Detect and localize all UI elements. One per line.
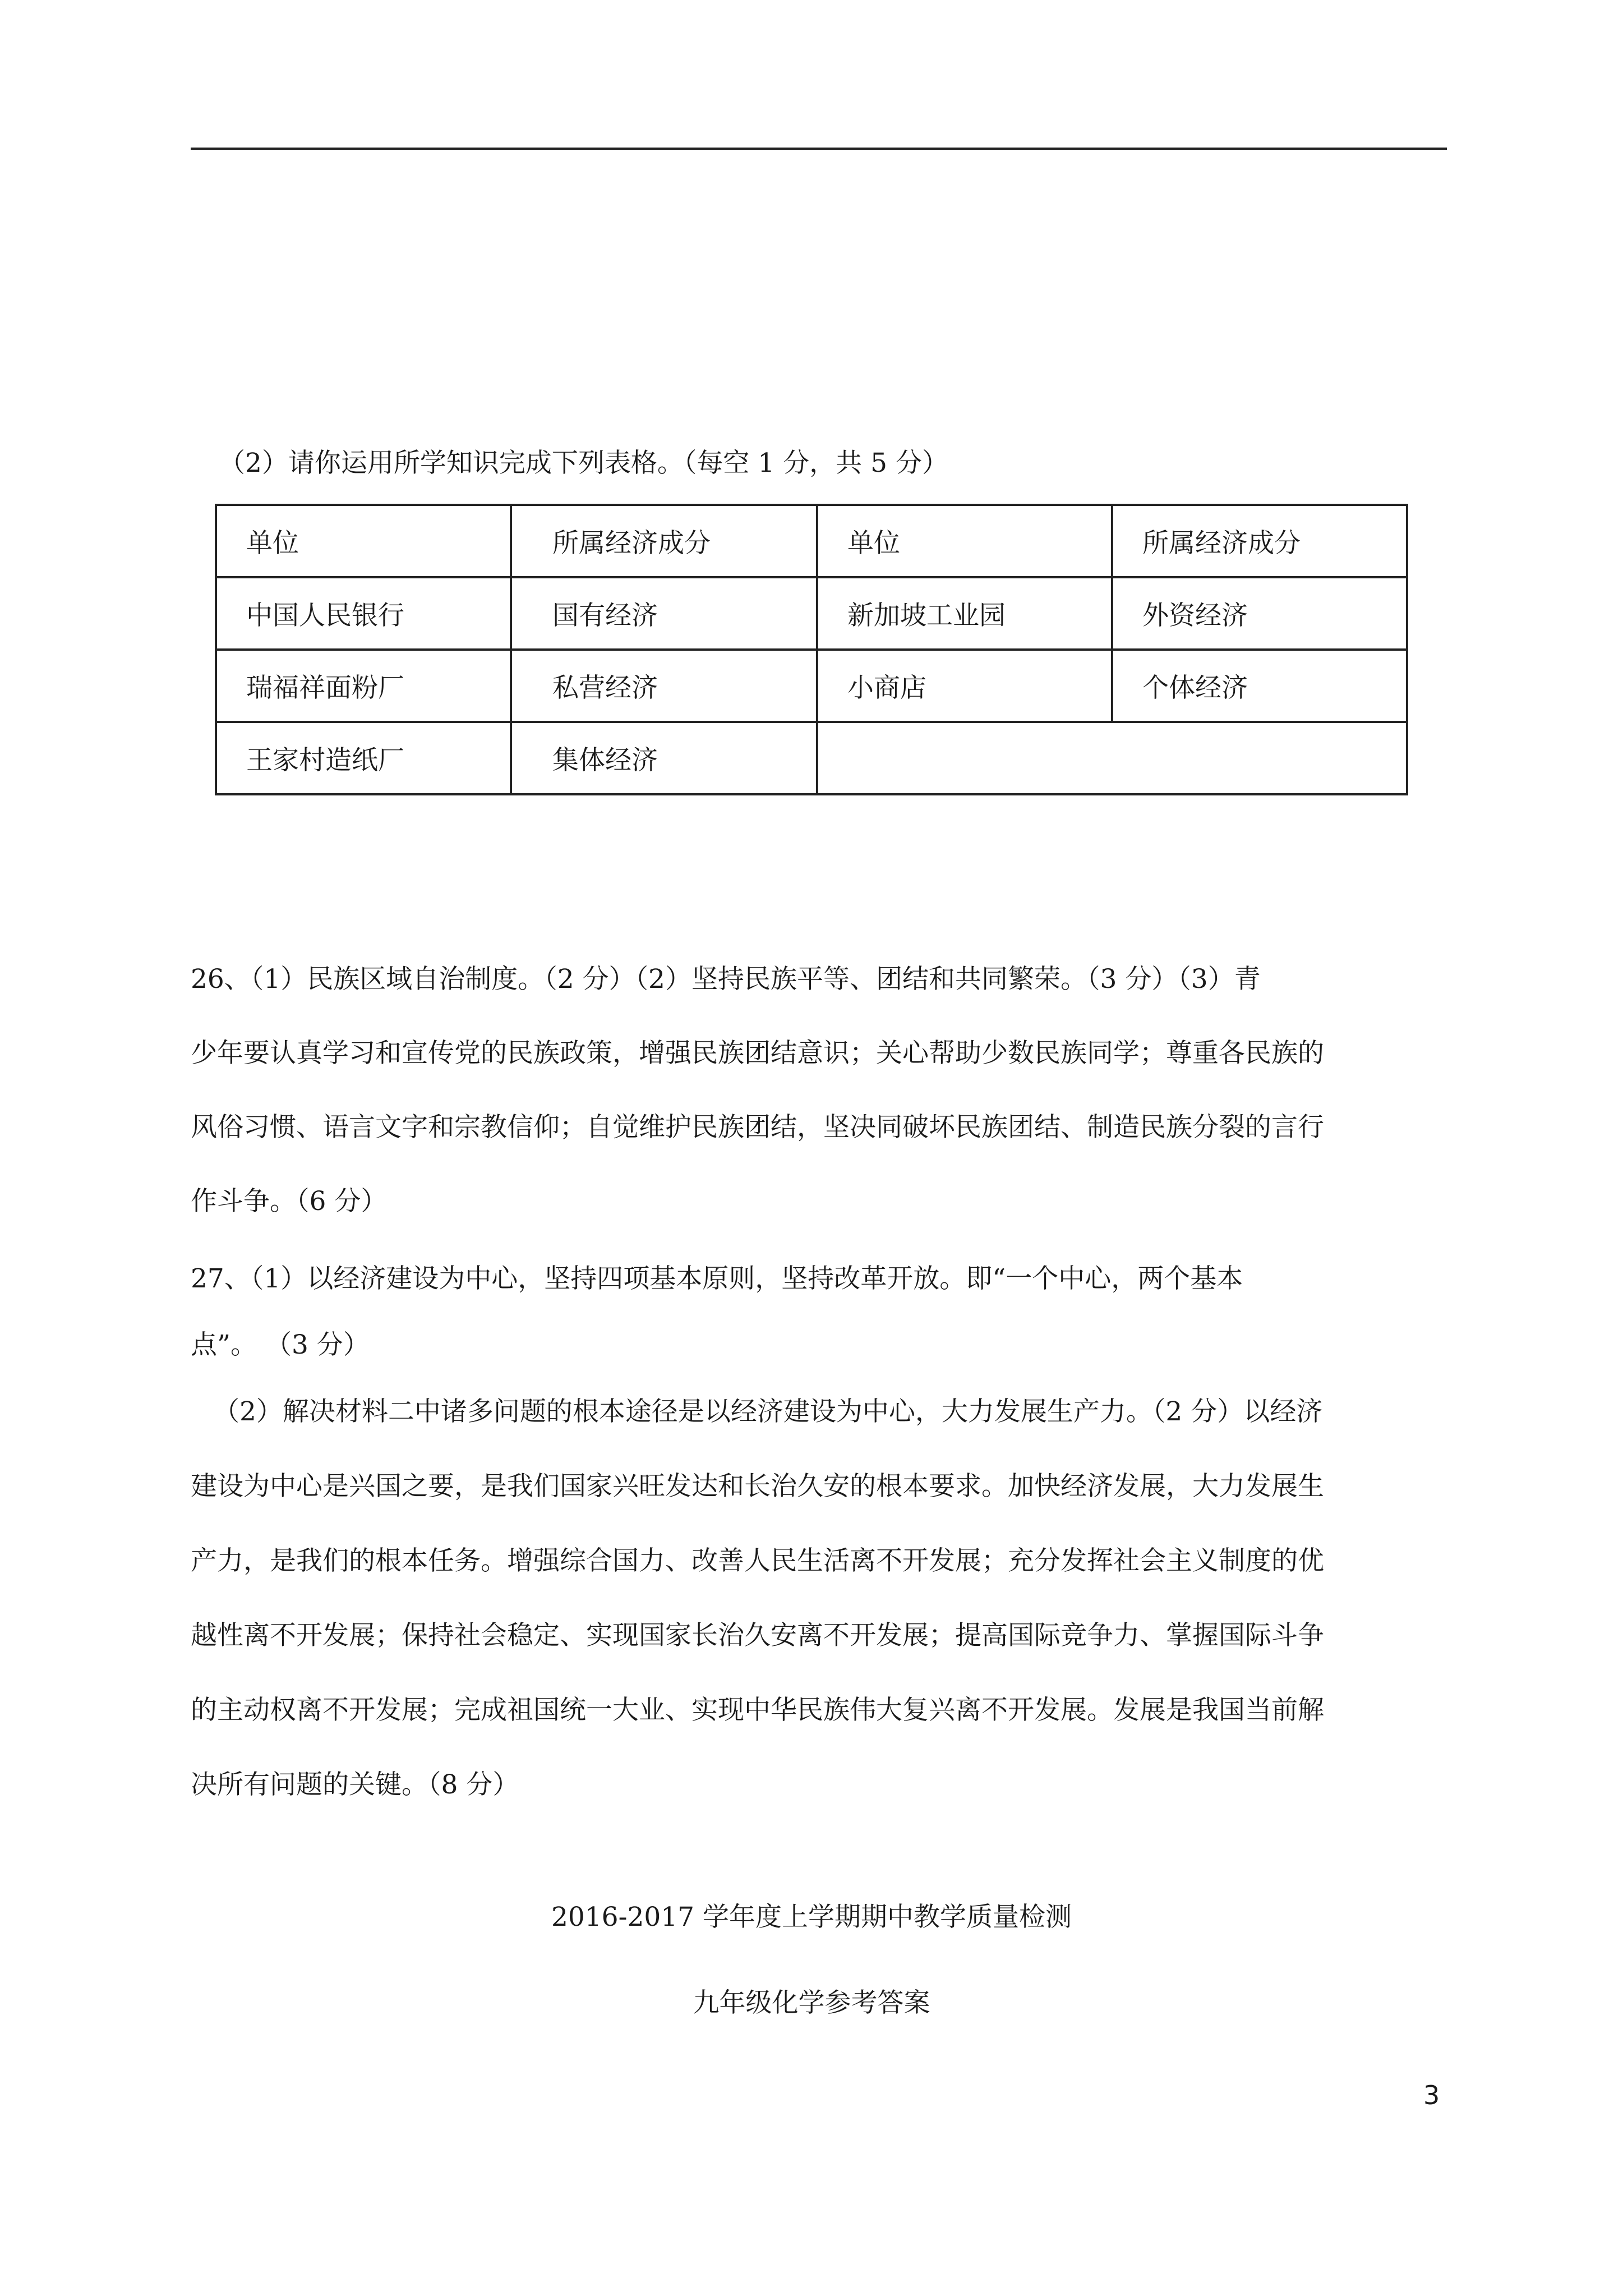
table-cell: 个体经济 bbox=[1112, 650, 1407, 722]
table-cell: 集体经济 bbox=[511, 722, 817, 794]
table-header-cell: 单位 bbox=[817, 505, 1112, 577]
table-cell: 瑞福祥面粉厂 bbox=[216, 650, 511, 722]
answer-27-part2 bbox=[191, 1374, 1447, 1822]
answer-26 bbox=[191, 942, 1447, 1239]
answer-line: 27、（1）以经济建设为中心，坚持四项基本原则，坚持改革开放。即“一个中心，两个基本 bbox=[191, 1263, 1243, 1294]
answer-line: 26、（1）民族区域自治制度。（2 分）（2）坚持民族平等、团结和共同繁荣。（3 分）（3）青 bbox=[191, 964, 1261, 995]
answer-line: 越性离不开发展；保持社会稳定、实现国家长治久安离不开发展；提高国际竞争力、掌握国际斗争 bbox=[191, 1620, 1324, 1651]
table-cell: 王家村造纸厂 bbox=[216, 722, 511, 794]
footer-title: 2016-2017 学年度上学期期中教学质量检测 bbox=[551, 1902, 1072, 1932]
table-header-cell: 单位 bbox=[216, 505, 511, 577]
table-row bbox=[216, 722, 1407, 794]
answer-line: 少年要认真学习和宣传党的民族政策，增强民族团结意识；关心帮助少数民族同学；尊重各民族的 bbox=[191, 1038, 1324, 1069]
answer-line: 风俗习惯、语言文字和宗教信仰；自觉维护民族团结，坚决同破坏民族团结、制造民族分裂的言行 bbox=[191, 1112, 1324, 1143]
table-cell: 新加坡工业园 bbox=[817, 577, 1112, 650]
answer-27-part1 bbox=[191, 1246, 1447, 1378]
table-cell: 私营经济 bbox=[511, 650, 817, 722]
answer-line: 点”。 （3 分） bbox=[191, 1329, 370, 1360]
table-cell: 小商店 bbox=[817, 650, 1112, 722]
answer-line: 决所有问题的关键。（8 分） bbox=[191, 1769, 519, 1800]
page-number: 3 bbox=[1423, 2080, 1440, 2110]
question-25-part2-intro: （2）请你运用所学知识完成下列表格。（每空 1 分，共 5 分） bbox=[219, 448, 948, 478]
answer-line: 作斗争。（6 分） bbox=[191, 1186, 388, 1217]
economic-sector-table bbox=[215, 504, 1408, 795]
table-cell: 中国人民银行 bbox=[216, 577, 511, 650]
answer-line: 的主动权离不开发展；完成祖国统一大业、实现中华民族伟大复兴离不开发展。发展是我国当前解 bbox=[191, 1695, 1324, 1726]
footer-subtitle: 九年级化学参考答案 bbox=[693, 1987, 930, 2018]
table-cell: 外资经济 bbox=[1112, 577, 1407, 650]
table-cell: 国有经济 bbox=[511, 577, 817, 650]
table-row bbox=[216, 650, 1407, 722]
table-header-cell: 所属经济成分 bbox=[511, 505, 817, 577]
table-cell-empty bbox=[817, 722, 1407, 794]
table-header-cell: 所属经济成分 bbox=[1112, 505, 1407, 577]
header-rule bbox=[191, 148, 1447, 150]
table-header-row bbox=[216, 505, 1407, 577]
table-row bbox=[216, 577, 1407, 650]
answer-line: （2）解决材料二中诸多问题的根本途径是以经济建设为中心，大力发展生产力。（2 分）以经济 bbox=[213, 1396, 1323, 1427]
answer-line: 产力，是我们的根本任务。增强综合国力、改善人民生活离不开发展；充分发挥社会主义制度的优 bbox=[191, 1545, 1324, 1576]
answer-line: 建设为中心是兴国之要，是我们国家兴旺发达和长治久安的根本要求。加快经济发展，大力发展生 bbox=[191, 1471, 1324, 1502]
